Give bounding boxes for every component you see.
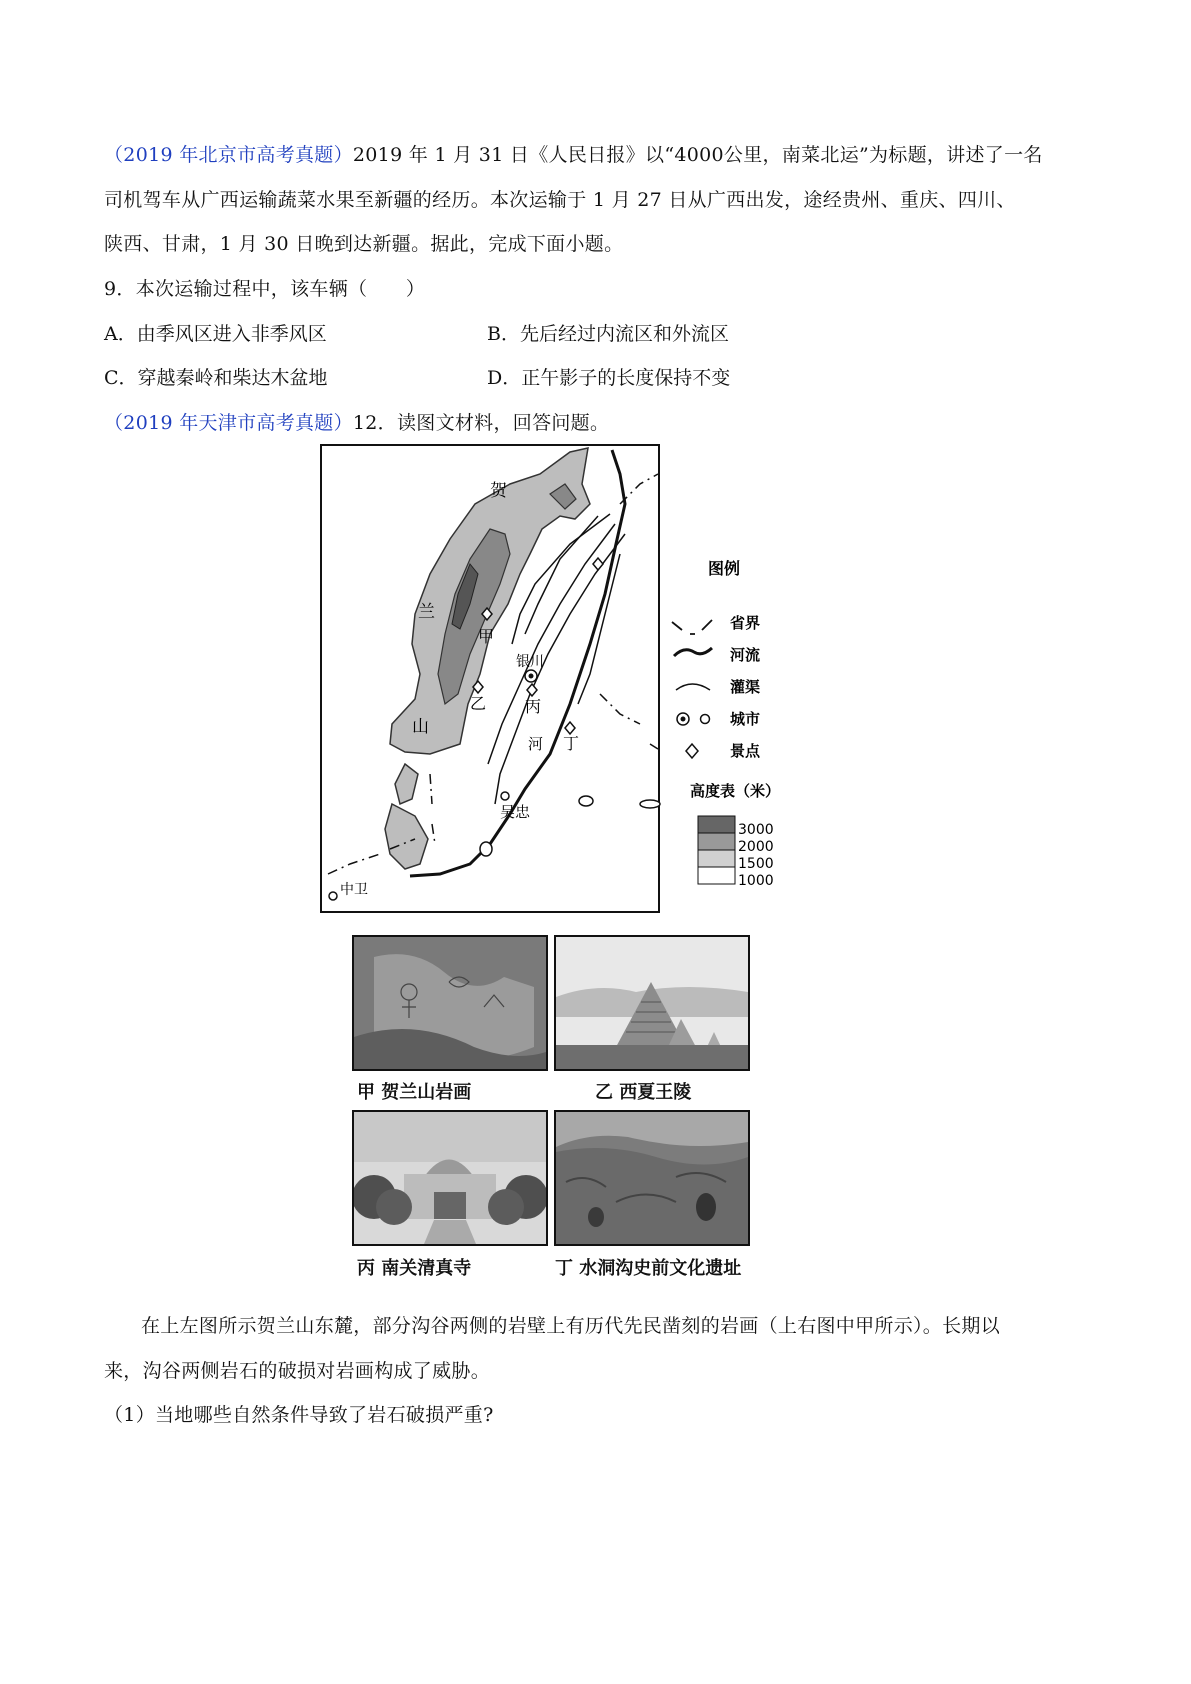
option-c: C．穿越秦岭和柴达木盆地	[104, 367, 328, 389]
question-12-stem	[104, 411, 609, 435]
city-wuzhong	[501, 792, 509, 800]
legend-title: 图例	[708, 559, 741, 578]
elev-1000-label: 1000	[738, 873, 774, 889]
label-river: 河	[528, 735, 544, 753]
photo-bing-nanguan-mosque	[352, 1110, 548, 1246]
intro-line-1	[104, 143, 1043, 167]
question-9-stem: 9．本次运输过程中，该车辆（ ）	[104, 278, 426, 300]
sub-question-1: （1）当地哪些自然条件导致了岩石破损严重?	[104, 1404, 494, 1426]
legend-item-canal: 灌渠	[730, 678, 761, 696]
legend-river-symbol	[674, 648, 712, 656]
label-ding: 丁	[563, 734, 580, 753]
intro-text: 2019 年 1 月 31 日《人民日报》以“4000公里，南菜北运”为标题，讲述了一名	[352, 144, 1043, 166]
legend-item-boundary: 省界	[730, 614, 761, 632]
photo-yi-xixia-tombs	[554, 935, 750, 1071]
photo-ding-shuidonggou-site	[554, 1110, 750, 1246]
label-yinchuan: 银川	[516, 654, 544, 670]
photo-jia-rock-art	[352, 935, 548, 1071]
ningxia-map	[320, 444, 800, 914]
lake	[579, 796, 593, 806]
legend-boundary-symbol	[672, 620, 712, 634]
city-zhongwei	[329, 892, 337, 900]
elev-3000-swatch	[698, 816, 735, 833]
elev-3000-label: 3000	[738, 822, 774, 838]
ningxia-map-figure	[320, 444, 800, 914]
source-tag: （2019 年天津市高考真题）	[104, 412, 353, 434]
elev-1000-swatch	[698, 867, 735, 884]
caption-yi: 乙 西夏王陵	[595, 1082, 692, 1103]
intro-line-2: 司机驾车从广西运输蔬菜水果至新疆的经历。本次运输于 1 月 27 日从广西出发，途经贵州、重庆、四川、	[104, 189, 1016, 211]
legend-elevation-title: 高度表（米）	[690, 782, 781, 800]
label-yi: 乙	[470, 694, 487, 713]
legend-item-scenic: 景点	[730, 742, 761, 760]
label-zhongwei: 中卫	[340, 882, 368, 898]
legend-item-city: 城市	[730, 710, 761, 728]
source-tag: （2019 年北京市高考真题）	[104, 144, 353, 166]
passage-line-2: 来，沟谷两侧岩石的破损对岩画构成了威胁。	[104, 1360, 491, 1382]
elev-2000-label: 2000	[738, 839, 774, 855]
label-wuzhong: 吴忠	[500, 803, 531, 821]
legend-scenic-symbol	[686, 744, 698, 758]
label-jia: 甲	[478, 627, 495, 646]
question-12-text: 12．读图文材料，回答问题。	[352, 412, 610, 434]
lake	[640, 800, 660, 808]
legend-canal-symbol	[676, 684, 710, 690]
caption-ding: 丁 水洞沟史前文化遗址	[555, 1258, 742, 1279]
lake	[480, 842, 492, 856]
elev-1500-swatch	[698, 850, 735, 867]
passage-line-1: 在上左图所示贺兰山东麓，部分沟谷两侧的岩壁上有历代先民凿刻的岩画（上右图中甲所示）。长期以	[141, 1315, 1001, 1337]
caption-jia: 甲 贺兰山岩画	[357, 1082, 472, 1103]
elev-2000-swatch	[698, 833, 735, 850]
option-b: B．先后经过内流区和外流区	[487, 323, 729, 345]
label-he: 贺	[490, 481, 507, 501]
option-a: A．由季风区进入非季风区	[104, 323, 327, 345]
label-bing: 丙	[525, 697, 542, 716]
legend-item-river: 河流	[730, 646, 761, 664]
intro-line-3: 陕西、甘肃，1 月 30 日晚到达新疆。据此，完成下面小题。	[104, 233, 624, 255]
elev-1500-label: 1500	[738, 856, 774, 872]
option-d: D．正午影子的长度保持不变	[487, 367, 731, 389]
label-shan: 山	[412, 717, 429, 737]
label-lan: 兰	[418, 602, 435, 622]
caption-bing: 丙 南关清真寺	[357, 1258, 472, 1279]
